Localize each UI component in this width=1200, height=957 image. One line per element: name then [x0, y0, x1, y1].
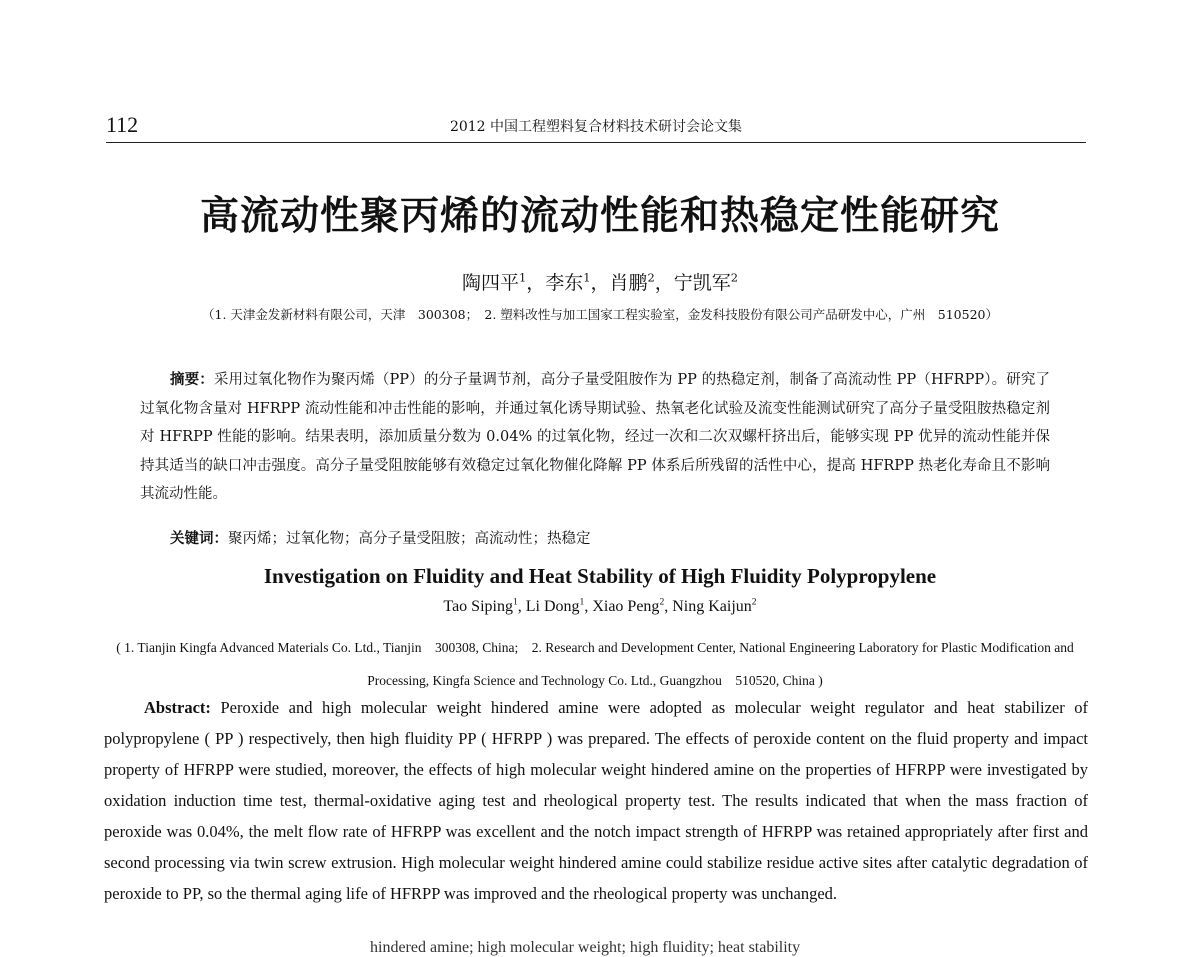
abstract-en-text: Peroxide and high molecular weight hindered amine were adopted as molecular weight regulator and heat stabilizer of polypropylene ( PP ) respectively, then high fluidity PP ( HFRPP ) was prepared. The effects of peroxide content on the fluid property and impact property of HFRPP were studied, moreover, the effects of high molecular weight hindered amine on the properties of HFRPP were investigated by oxidation induction time test, thermal-oxidative aging test and rheological property test. The results indicated that when the mass fraction of peroxide was 0.04%, the melt flow rate of HFRPP was excellent and the notch impact strength of HFRPP was retained appropriately after first and second processing via twin screw extrusion. High molecular weight hindered amine could stabilize residue active sites after catalytic degradation of peroxide to PP, so the thermal aging life of HFRPP was improved and the rheological property was unchanged.	[104, 698, 1089, 903]
affiliations-en: ( 1. Tianjin Kingfa Advanced Materials Co. Ltd., Tianjin 300308, China; 2. Research and Development Center, National Engineering Laboratory for Plastic Modification and Processing, Kingfa Science and Technology Co. Ltd., Guangzhou 510520, China )	[116, 640, 1074, 688]
author-aff: 2	[647, 270, 655, 285]
abstract-zh-text: 采用过氧化物作为聚丙烯（PP）的分子量调节剂，高分子量受阻胺作为 PP 的热稳定剂，制备了高流动性 PP（HFRPP）。研究了过氧化物含量对 HFRPP 流动性能和冲击性能的影响，并通过氧化诱导期试验、热氧老化试验及流变性能测试研究了高分子量受阻胺热稳定剂对 HFRPP 性能的影响。结果表明，添加质量分数为 0.04% 的过氧化物，经过一次和二次双螺杆挤出后，能够实现 PP 优异的流动性能并保持其适当的缺口冲击强度。高分子量受阻胺能够有效稳定过氧化物催化降解 PP 体系后所残留的活性中心，提高 HFRPP 热老化寿命且不影响其流动性能。	[140, 372, 1051, 502]
abstract-zh	[140, 366, 1050, 509]
author-aff: 1	[518, 270, 527, 285]
abstract-en	[104, 692, 1088, 909]
paper-title-en: Investigation on Fluidity and Heat Stability of High Fluidity Polypropylene	[263, 564, 937, 588]
proceedings-title: 2012 中国工程塑料复合材料技术研讨会论文集	[449, 119, 743, 135]
author-en: Ning Kaijun	[672, 598, 752, 615]
keywords-zh-text: 聚丙烯；过氧化物；高分子量受阻胺；高流动性；热稳定	[228, 531, 591, 547]
author-aff: 2	[730, 270, 739, 285]
author-zh: 陶四平	[461, 272, 519, 294]
author-aff: 2	[659, 596, 665, 608]
author-list-zh: 陶四平$^1$，李东$^1$，肖鹏$^2$，宁凯军$^2$	[461, 270, 739, 294]
author-list-en: Tao Siping$^1$, Li Dong$^1$, Xiao Peng$^2$, Ning Kaijun$^2$	[443, 596, 757, 615]
paper-title-zh: 高流动性聚丙烯的流动性能和热稳定性能研究	[199, 194, 1000, 239]
keywords-zh-label: 关键词：	[170, 531, 228, 547]
author-zh: 宁凯军	[673, 272, 731, 294]
page-number: 112	[106, 112, 139, 137]
abstract-en-label: Abstract:	[144, 698, 211, 717]
author-en: Li Dong	[525, 598, 580, 615]
author-zh: 李东	[545, 272, 584, 294]
author-en: Tao Siping	[443, 598, 513, 615]
author-aff: 2	[751, 596, 757, 608]
keywords-en-partial: hindered amine; high molecular weight; high fluidity; heat stability	[370, 939, 801, 956]
affiliations-zh: （1. 天津金发新材料有限公司，天津 300308； 2. 塑料改性与加工国家工程实验室，金发科技股份有限公司产品研发中心，广州 510520）	[202, 307, 998, 322]
author-en: Xiao Peng	[592, 598, 660, 615]
abstract-zh-label: 摘要：	[170, 372, 214, 388]
author-aff: 1	[583, 270, 591, 285]
keywords-zh	[170, 527, 591, 548]
running-header	[106, 112, 1086, 143]
author-aff: 1	[579, 596, 585, 608]
author-zh: 肖鹏	[609, 272, 648, 294]
author-aff: 1	[512, 596, 518, 608]
